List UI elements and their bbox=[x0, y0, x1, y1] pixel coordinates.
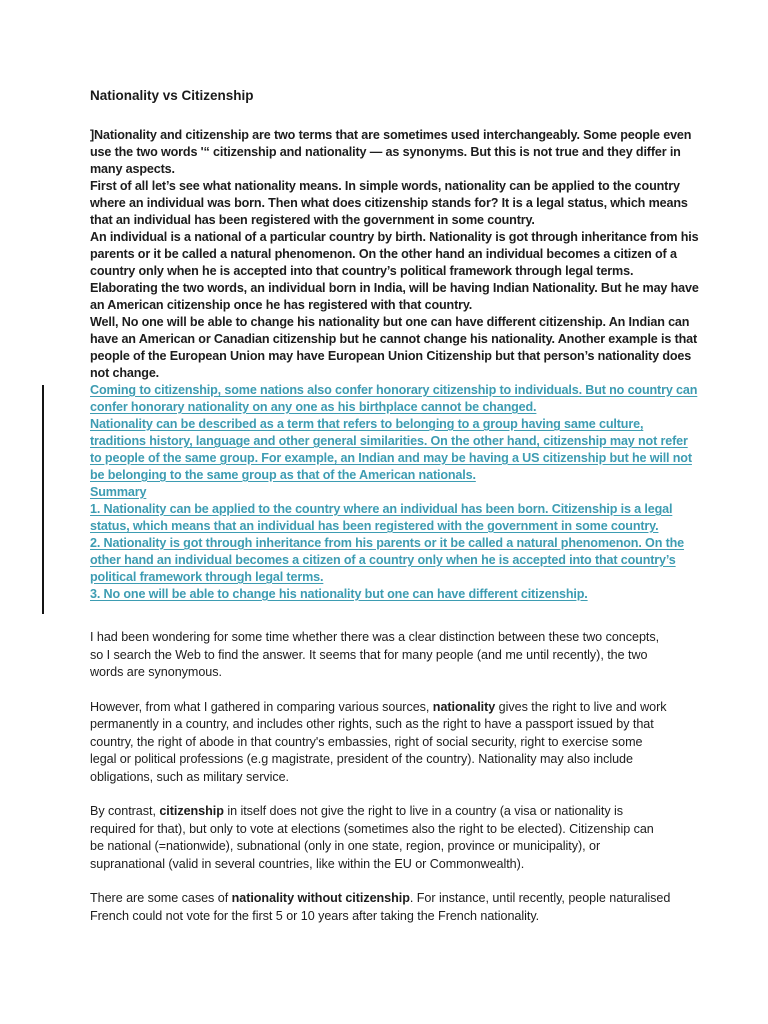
bold-term: citizenship bbox=[159, 804, 224, 818]
intro-paragraph-block bbox=[90, 127, 699, 382]
intro-text-line: have an American or Canadian citizenship but he cannot change his nationality. Another example is that bbox=[90, 332, 698, 346]
intro-text-line: people of the European Union may have European Union Citizenship but that person’s nationality does bbox=[90, 349, 692, 363]
text-segment: supranational (valid in several countries, like within the EU or Commonwealth). bbox=[90, 856, 525, 871]
revision-change-bar bbox=[42, 385, 44, 614]
text-segment: However, from what I gathered in comparing various sources, bbox=[90, 699, 433, 714]
body-text-line bbox=[90, 769, 696, 787]
text-segment: There are some cases of bbox=[90, 891, 232, 905]
teal-underlined-line: political framework through legal terms. bbox=[90, 570, 324, 584]
text-segment: legal or political professions (e.g magistrate, president of the country). Nationality may also include bbox=[90, 752, 633, 766]
body-paragraph bbox=[90, 890, 696, 925]
text-segment: I had been wondering for some time whether there was a clear distinction between these two concepts, bbox=[90, 630, 660, 644]
intro-text-line: First of all let’s see what nationality means. In simple words, nationality can be applied to the country bbox=[90, 179, 680, 193]
body-text-line bbox=[90, 890, 696, 908]
teal-underlined-line: Nationality can be described as a term that refers to belonging to a group having same culture, bbox=[90, 417, 644, 431]
intro-text-line: not change. bbox=[90, 366, 160, 380]
body-paragraph bbox=[90, 629, 696, 682]
intro-text-line: Well, No one will be able to change his nationality but one can have different citizenship. An Indian can bbox=[90, 315, 690, 329]
intro-text-line: use the two words '“ citizenship and nationality — as synonyms. But this is not true and they differ in bbox=[90, 145, 681, 159]
body-paragraph bbox=[90, 699, 696, 787]
intro-text-line: many aspects. bbox=[90, 162, 175, 176]
text-segment: By contrast, bbox=[90, 804, 160, 818]
body-text-line bbox=[90, 821, 696, 839]
text-segment: gives the right to live and work bbox=[495, 699, 667, 714]
teal-underlined-line: be belonging to the same group as that of the American nationals. bbox=[90, 468, 476, 482]
body-text-line bbox=[90, 803, 696, 821]
teal-underlined-line: other hand an individual becomes a citizen of a country only when he is accepted into that country’s bbox=[90, 553, 676, 567]
bold-term: nationality without citizenship bbox=[231, 891, 410, 905]
text-segment: . For instance, until recently, people naturalised bbox=[409, 891, 671, 905]
intro-text-line: country only when he is accepted into that country’s political framework through legal terms. bbox=[90, 264, 634, 278]
body-text-line bbox=[90, 699, 696, 717]
text-segment: so I search the Web to find the answer. It seems that for many people (and me until recently), the two bbox=[90, 647, 648, 662]
body-paragraph bbox=[90, 803, 696, 873]
text-segment: required for that), but only to vote at elections (sometimes also the right to be elected). Citizenship can bbox=[90, 821, 654, 836]
text-segment: French could not vote for the first 5 or 10 years after taking the French nationality. bbox=[90, 908, 540, 923]
teal-underlined-line: 2. Nationality is got through inheritance from his parents or it be called a natural phenomenon. On the bbox=[90, 536, 685, 550]
teal-underlined-line: status, which means that an individual has been registered with the government in some country. bbox=[90, 519, 659, 533]
teal-underlined-line: Summary bbox=[90, 485, 147, 499]
intro-text-line: an American citizenship once he has registered with that country. bbox=[90, 298, 473, 312]
body-text-line bbox=[90, 908, 696, 926]
intro-text-line: An individual is a national of a particular country by birth. Nationality is got through inheritance from his bbox=[90, 230, 699, 244]
teal-underlined-line: confer honorary nationality on any one as his birthplace cannot be changed. bbox=[90, 400, 537, 414]
body-text-line bbox=[90, 751, 696, 769]
intro-text-line: where an individual was born. Then what does citizenship stands for? It is a legal status, which means bbox=[90, 196, 688, 210]
lower-paragraphs-block bbox=[90, 629, 696, 925]
text-segment: be national (=nationwide), subnational (only in one state, region, province or municipality), or bbox=[90, 839, 601, 853]
body-text-line bbox=[90, 838, 696, 856]
body-text-line bbox=[90, 629, 696, 647]
intro-text-line: parents or it be called a natural phenomenon. On the other hand an individual becomes a citizen of a bbox=[90, 247, 677, 261]
teal-underlined-line: 3. No one will be able to change his nationality but one can have different citizenship. bbox=[90, 587, 588, 601]
intro-text-line: Elaborating the two words, an individual born in India, will be having Indian Nationality. But he may have bbox=[90, 281, 699, 295]
intro-text-line: ]Nationality and citizenship are two terms that are sometimes used interchangeably. Some people even bbox=[90, 128, 692, 142]
teal-underlined-line: 1. Nationality can be applied to the country where an individual has been born. Citizenship is a legal bbox=[90, 502, 673, 516]
text-segment: in itself does not give the right to live in a country (a visa or nationality is bbox=[223, 804, 624, 818]
teal-link-block bbox=[90, 382, 696, 603]
body-text-line bbox=[90, 734, 696, 752]
teal-underlined-line: Coming to citizenship, some nations also confer honorary citizenship to individuals. But no country can bbox=[90, 383, 698, 397]
intro-text-line: that an individual has been registered with the government in some country. bbox=[90, 213, 535, 227]
page-title: Nationality vs Citizenship bbox=[90, 88, 254, 103]
document-content bbox=[90, 88, 699, 942]
text-segment: permanently in a country, and includes other rights, such as the right to have a passport issued by that bbox=[90, 717, 654, 731]
bold-term: nationality bbox=[432, 699, 496, 714]
body-text-line bbox=[90, 856, 696, 874]
body-text-line bbox=[90, 647, 696, 665]
body-text-line bbox=[90, 664, 696, 682]
text-segment: country, the right of abode in that country's embassies, right of social security, right to exercise some bbox=[90, 734, 643, 749]
body-text-line bbox=[90, 716, 696, 734]
teal-underlined-line: traditions history, language and other general similarities. On the other hand, citizenship may not refer bbox=[90, 434, 688, 448]
text-segment: obligations, such as military service. bbox=[90, 769, 289, 784]
teal-underlined-line: to people of the same group. For example, an Indian and may be having a US citizenship but he will not bbox=[90, 451, 692, 465]
text-segment: words are synonymous. bbox=[90, 665, 222, 679]
